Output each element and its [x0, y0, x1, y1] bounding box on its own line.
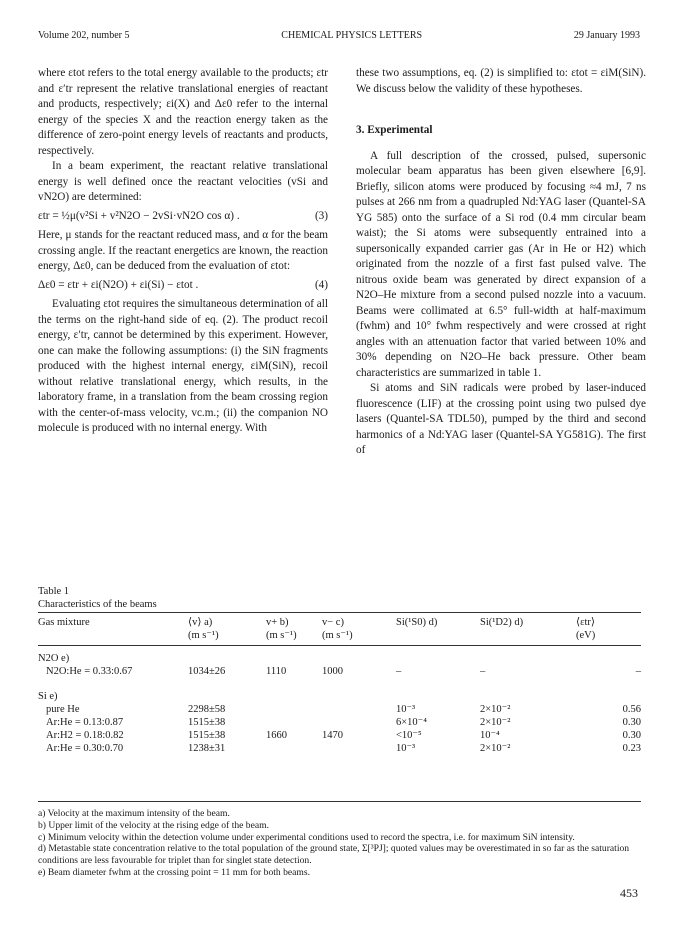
- equation-4: [38, 278, 328, 294]
- table-row: pure He 2298±58 10⁻³ 2×10⁻² 0.56: [46, 704, 641, 715]
- table-row: Ar:He = 0.30:0.70 1238±31 10⁻³ 2×10⁻² 0.23: [46, 743, 641, 754]
- beams-table: [38, 616, 641, 755]
- table-row: Ar:H2 = 0.18:0.82 1515±38 1660 1470 <10⁻⁵ 10⁻⁴ 0.30: [46, 730, 641, 741]
- footnote: b) Upper limit of the velocity at the rising edge of the beam.: [38, 819, 269, 831]
- running-header: [38, 30, 640, 44]
- equation-number: (3): [314, 209, 328, 222]
- paragraph: A full description of the crossed, pulsed, supersonic molecular beam apparatus has been given elsewhere [6,9]. Briefly, silicon atoms were produced by focusing ≈4 mJ, 7 ns pulses at 266 nm from a quadrupled Nd:YAG laser (Quantel-SA YG 585) onto the surface of a Si rod (0.4 mm circular beam waist); the Si atoms were subsequently entrained into a supersonically expanded carrier gas (Ar in He or H2) which originated from the nozzle of a first fast pulsed valve. The nitrous oxide beam was generated by direct expansion of a N2O–He mixture from a second pulsed nozzle into a vacuum. Beams were collimated at 6.5° full-width at half-maximum (fwhm) and 10° fwhm respectively and were crossed at right angles with an attenuation factor that varied between 10% and 30% depending on N2O–He back pressure. Other beam characteristics are summarized in table 1.: [356, 149, 646, 379]
- right-column: [356, 66, 646, 459]
- table-label: Table 1: [38, 586, 70, 597]
- footnote: d) Metastable state concentration relative to the total population of the ground state, Σ[³PJ]; quoted values may be overestimated in so far as the saturation conditions are less favourable for triplet than for singlet state detection.: [38, 843, 630, 867]
- issue-date: 29 January 1993: [573, 30, 640, 41]
- paragraph: Evaluating εtot requires the simultaneous determination of all the terms on the right-hand side of eq. (2). The product recoil energy, ε′tr, cannot be determined by this experiment. However, one can make the following assumptions: (i) the SiN fragments produced with the highest internal energy, εiM(SiN), recoil without relative translational energy, which results, in the laboratory frame, in a translation from the beam crossing region with the center-of-mass velocity, vc.m.; (ii) the companion NO molecule is produced with no internal energy. With: [38, 298, 328, 434]
- paragraph: Si atoms and SiN radicals were probed by laser-induced fluorescence (LIF) at the crossing point using two pulsed dye lasers (Quantel-SA TDL50), pumped by the third and second harmonics of a Nd:YAG laser (Quantel-SA YG581G). The first of: [356, 382, 646, 456]
- col-header: Gas mixture: [38, 617, 90, 628]
- equation-number: (4): [314, 278, 328, 291]
- col-header: v+ b) (m s⁻¹): [266, 617, 297, 641]
- journal-title: CHEMICAL PHYSICS LETTERS: [281, 30, 423, 41]
- paragraph: Here, μ stands for the reactant reduced mass, and α for the beam crossing angle. If the reactant energetics are known, the reaction energy, Δε0, can be deduced from the evaluation of εtot:: [38, 229, 328, 272]
- col-header: ⟨v⟩ a) (m s⁻¹): [188, 617, 219, 641]
- col-header: ⟨εtr⟩ (eV): [576, 617, 596, 641]
- page-number: 453: [620, 886, 638, 900]
- table-group-row: N2O e): [38, 653, 70, 664]
- equation-3: [38, 209, 328, 225]
- table-top-rule: [38, 612, 641, 613]
- footnote: a) Velocity at the maximum intensity of the beam.: [38, 808, 230, 819]
- equation-body: εtr = ½μ(v²Si + v²N2O − 2vSi·vN2O cos α) .: [38, 209, 240, 222]
- table-header-row: [38, 616, 641, 642]
- table-footnotes: [38, 808, 641, 879]
- col-header: Si(¹D2) d): [480, 617, 524, 628]
- table-row: N2O:He = 0.33:0.67 1034±26 1110 1000 – – –: [46, 666, 641, 677]
- paragraph: In a beam experiment, the reactant relative translational energy is well defined once the reactant velocities (vSi and vN2O) are determined:: [38, 160, 328, 203]
- table-bottom-rule: [38, 801, 641, 802]
- paragraph: these two assumptions, eq. (2) is simplified to: εtot = εiM(SiN). We discuss below the validity of these hypotheses.: [356, 67, 646, 95]
- table-title: Characteristics of the beams: [38, 599, 157, 610]
- footnote: e) Beam diameter fwhm at the crossing point = 11 mm for both beams.: [38, 866, 311, 878]
- left-column: [38, 66, 328, 437]
- equation-body: Δε0 = εtr + εi(N2O) + εi(Si) − εtot .: [38, 278, 199, 291]
- table-group-row: Si e): [38, 691, 58, 702]
- section-heading: 3. Experimental: [356, 124, 433, 136]
- table-caption: [38, 585, 157, 611]
- footnote: c) Minimum velocity within the detection volume under experimental conditions used to record the spectra, i.e. for maximum SiN intensity.: [38, 831, 575, 843]
- col-header: Si(¹S0) d): [396, 617, 438, 628]
- paragraph: where εtot refers to the total energy available to the products; εtr and ε′tr represent the relative translational energies of reactant and products, respectively; εi(X) and Δε0 refer to the internal energy of the species X and the reaction energy taken as the difference of zero-point energy levels of reactants and products, respectively.: [38, 67, 328, 157]
- col-header: v− c) (m s⁻¹): [322, 617, 353, 641]
- volume-label: Volume 202, number 5: [38, 30, 130, 41]
- table-row: Ar:He = 0.13:0.87 1515±38 6×10⁻⁴ 2×10⁻² 0.30: [46, 717, 641, 728]
